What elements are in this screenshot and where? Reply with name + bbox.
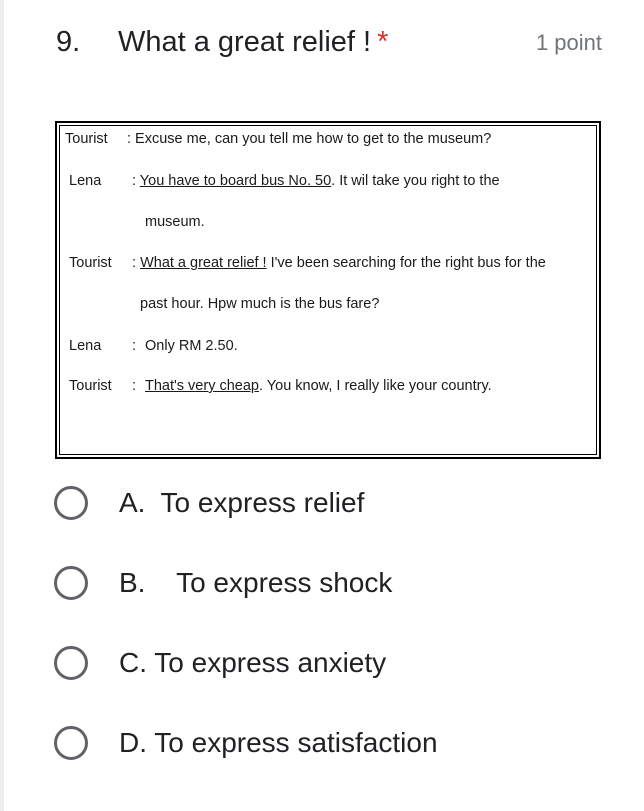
dialog-line-cont: past hour. Hpw much is the bus fare? xyxy=(140,296,380,312)
radio-button-c[interactable] xyxy=(54,646,88,680)
option-a-label: A. To express relief xyxy=(119,487,365,518)
required-asterisk: * xyxy=(377,26,389,58)
option-d[interactable] xyxy=(54,725,614,805)
dialog-line-rest: . It wil take you right to the xyxy=(331,173,500,189)
option-b-label: B. To express shock xyxy=(119,567,393,598)
dialog-separator: : xyxy=(132,378,137,394)
dialog-separator: : xyxy=(132,173,140,189)
question-number: 9. xyxy=(56,26,81,58)
dialog-line-rest: I've been searching for the right bus for the xyxy=(266,255,546,271)
dialog-underlined-phrase: You have to board bus No. 50 xyxy=(139,173,332,189)
dialog-line: : Excuse me, can you tell me how to get to the museum? xyxy=(127,131,492,147)
dialog-speaker: Lena xyxy=(69,338,102,354)
option-b[interactable] xyxy=(54,565,614,645)
dialog-speaker: Tourist xyxy=(69,378,112,394)
dialog-line-rest: . You know, I really like your country. xyxy=(259,378,492,394)
dialog-speaker: Tourist xyxy=(69,255,112,271)
card-left-rail xyxy=(0,0,4,811)
dialog-line-cont: museum. xyxy=(145,214,205,230)
question-header xyxy=(56,24,604,64)
option-c-label: C. To express anxiety xyxy=(119,647,387,678)
dialog-separator: : xyxy=(132,255,141,271)
question-title-text: What a great relief ! xyxy=(118,26,372,58)
dialog-separator: : xyxy=(132,338,137,354)
question-points: 1 point xyxy=(535,30,602,55)
dialog-image-inner xyxy=(59,125,597,455)
option-a[interactable] xyxy=(54,485,614,565)
dialog-line xyxy=(132,172,500,190)
dialog-underlined-phrase: What a great relief ! xyxy=(140,255,267,271)
dialog-speaker: Tourist xyxy=(65,131,108,147)
dialog-image xyxy=(55,121,601,459)
option-d-label: D. To express satisfaction xyxy=(119,727,438,758)
radio-button-a[interactable] xyxy=(54,486,88,520)
radio-button-d[interactable] xyxy=(54,726,88,760)
question-title xyxy=(118,24,388,60)
option-c[interactable] xyxy=(54,645,614,725)
dialog-underlined-phrase: That's very cheap xyxy=(145,378,259,394)
dialog-line xyxy=(132,254,546,272)
dialog-speaker: Lena xyxy=(69,173,102,189)
dialog-line xyxy=(145,377,492,395)
dialog-line: Only RM 2.50. xyxy=(145,338,238,354)
answer-options xyxy=(54,485,614,805)
radio-button-b[interactable] xyxy=(54,566,88,600)
